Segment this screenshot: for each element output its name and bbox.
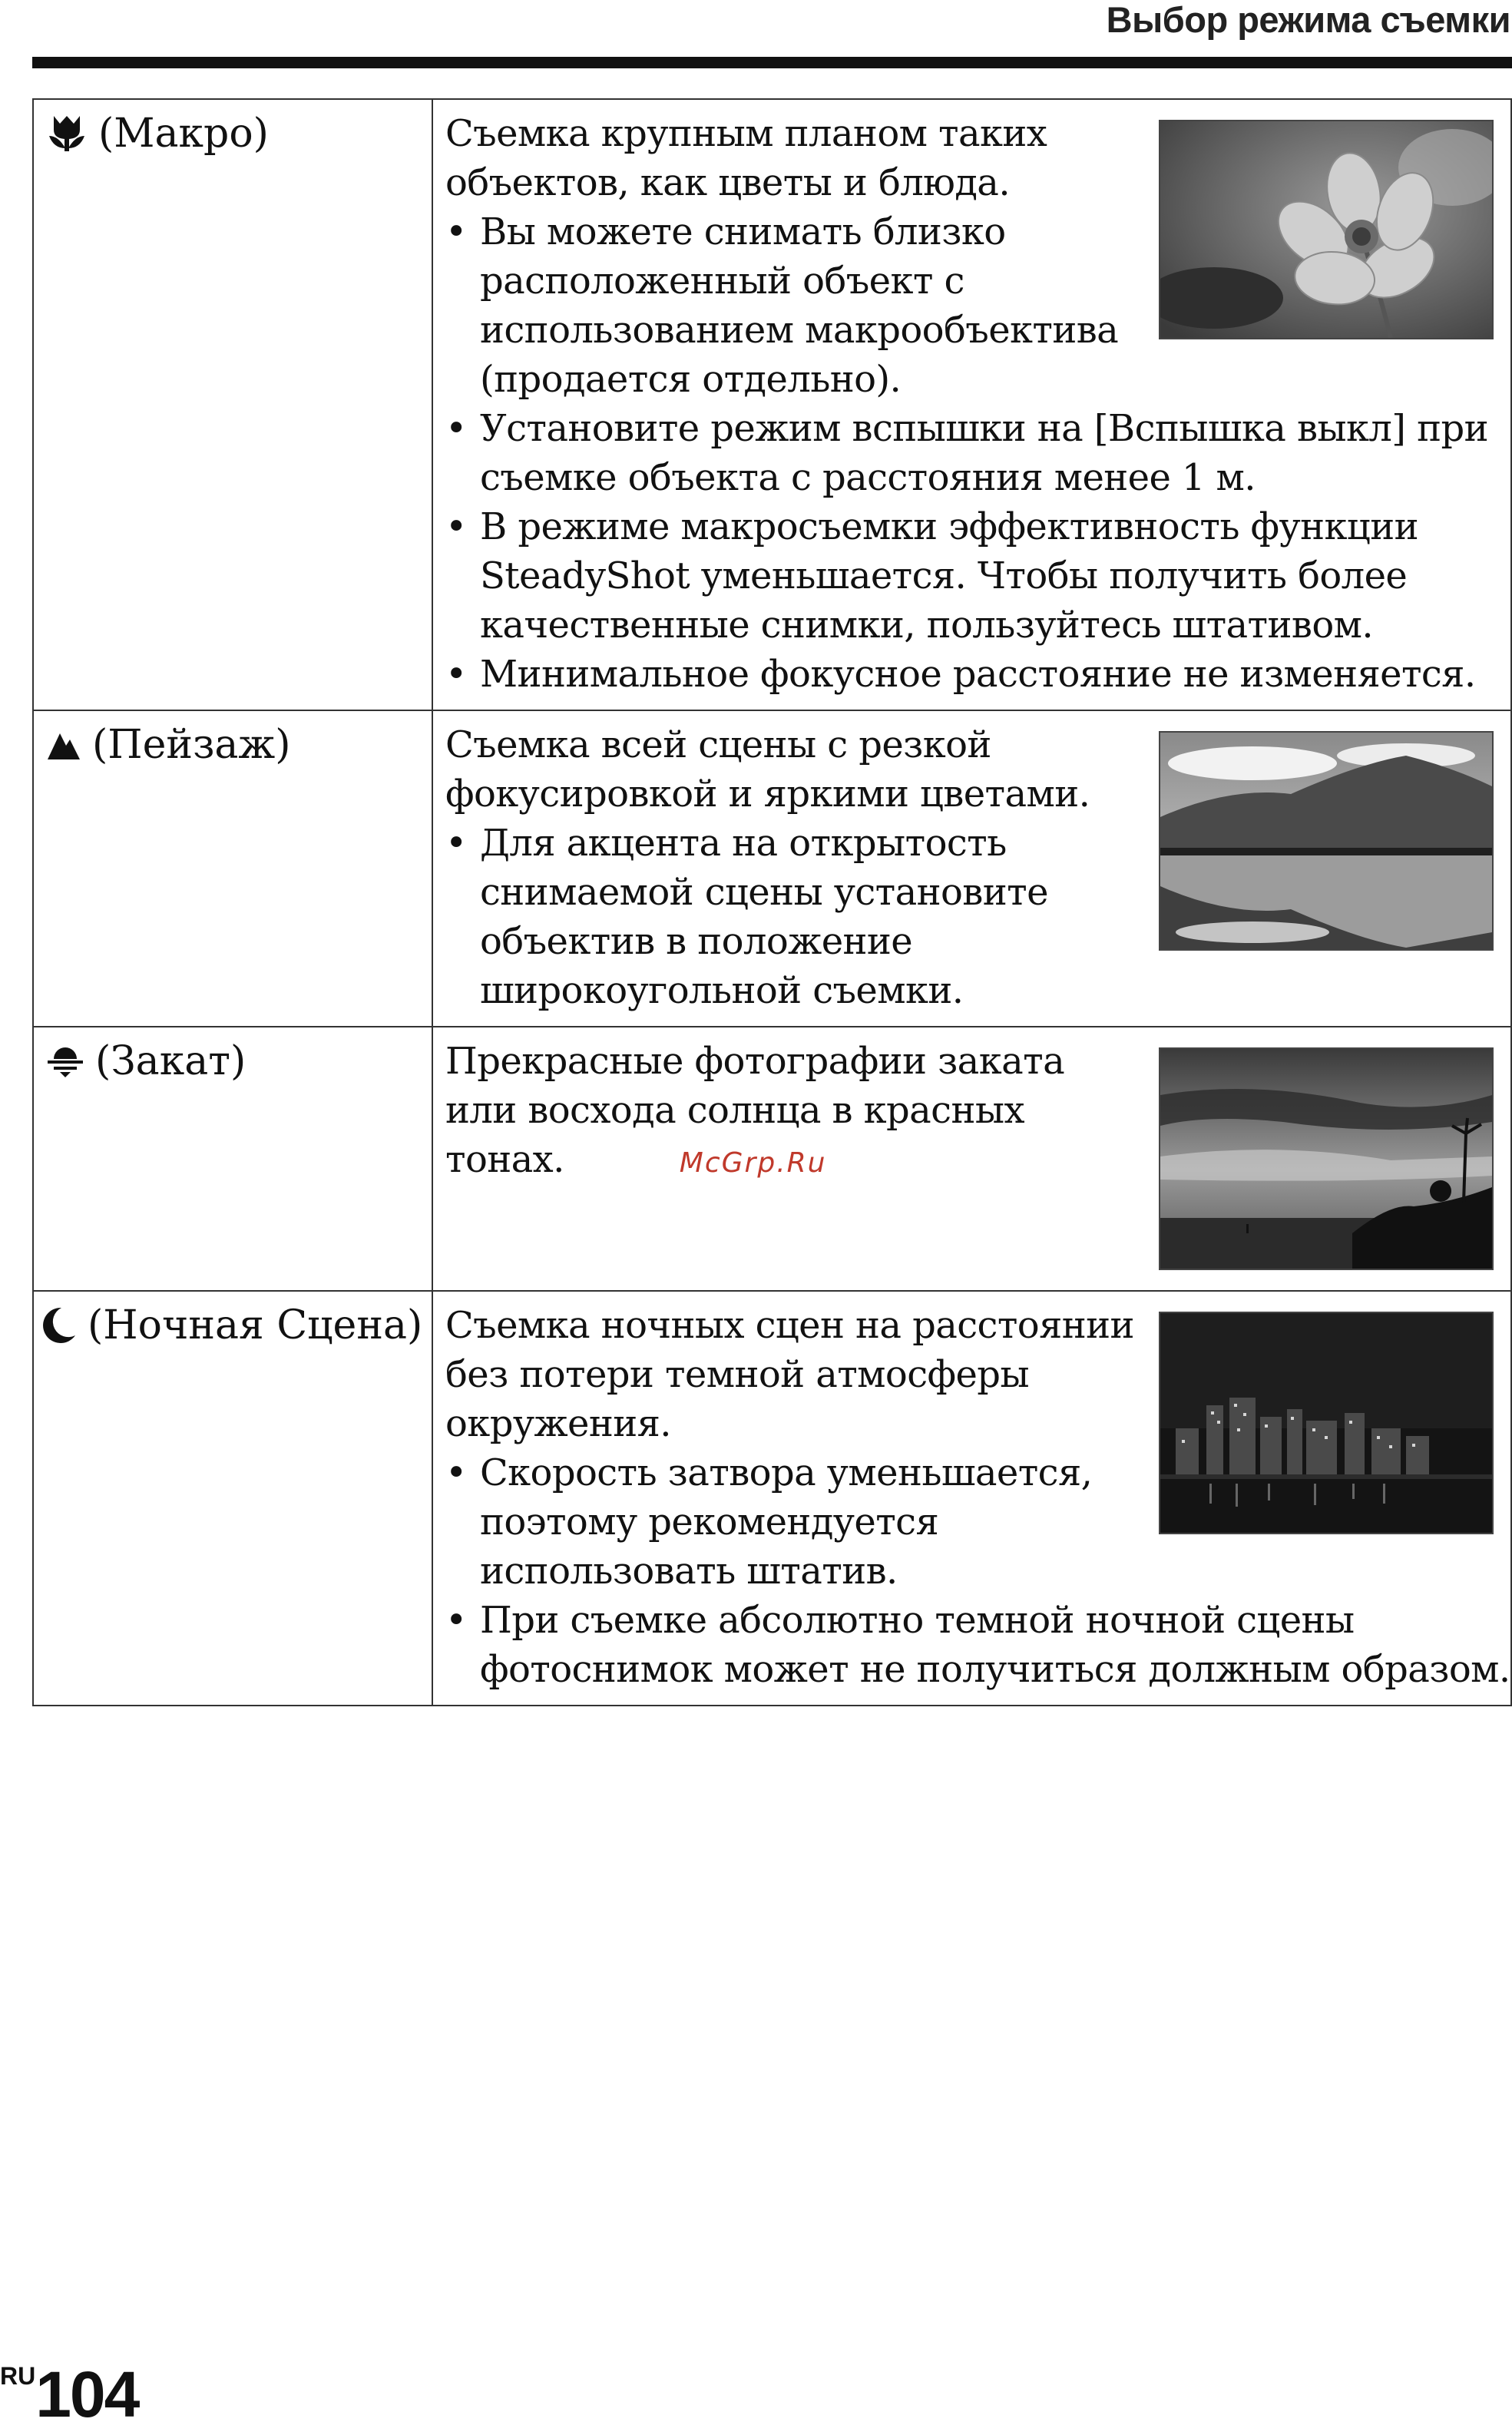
mode-name-cell	[33, 1291, 432, 1706]
header-rule	[32, 57, 1512, 68]
page-number	[0, 2358, 138, 2432]
list-item: • Минимальное фокусное расстояние не изменяется.	[445, 650, 1510, 699]
mode-name-cell	[33, 1027, 432, 1291]
mode-name: (Ночная Сцена)	[88, 1302, 423, 1348]
mode-description-cell	[432, 1291, 1511, 1706]
bullet-list	[445, 1448, 1510, 1694]
mode-description-cell	[432, 1027, 1511, 1291]
mode-description-cell	[432, 710, 1511, 1027]
table-row-macro	[33, 99, 1511, 710]
sunset-icon	[46, 1044, 84, 1079]
section-title: Выбор режима съемки	[1106, 0, 1510, 40]
bullet-list	[445, 207, 1510, 699]
night-moon-icon	[41, 1306, 77, 1345]
landscape-mountain-icon	[46, 727, 81, 763]
page-number-value: 104	[35, 2358, 139, 2430]
mode-intro: Съемка крупным планом таких объектов, как цветы и блюда.	[445, 112, 1047, 204]
mode-intro: Съемка всей сцены с резкой фокусировкой и яркими цветами.	[445, 723, 1090, 816]
list-item: • Для акцента на открытость снимаемой сцены установите объектив в положение широкоугольной съемки.	[445, 819, 1510, 1015]
list-item: • Вы можете снимать близко расположенный объект с использованием макрообъектива (продается отдельно).	[445, 207, 1510, 404]
mode-name: (Закат)	[95, 1038, 246, 1084]
watermark: McGrp.Ru	[679, 1147, 827, 1179]
table-row-sunset	[33, 1027, 1511, 1291]
list-item: • Скорость затвора уменьшается, поэтому рекомендуется использовать штатив.	[445, 1448, 1510, 1596]
bullet-list	[445, 819, 1510, 1015]
scene-mode-table	[32, 98, 1512, 1706]
list-item: • В режиме макросъемки эффективность функции SteadyShot уменьшается. Чтобы получить более качественные снимки, пользуйтесь штативом.	[445, 502, 1510, 650]
sunset-photo	[1159, 1047, 1494, 1270]
macro-tulip-icon	[46, 113, 88, 154]
mode-intro: Съемка ночных сцен на расстоянии без потери темной атмосферы окружения.	[445, 1304, 1134, 1445]
language-code: RU	[0, 2362, 36, 2390]
mode-name-cell	[33, 99, 432, 710]
mode-name-cell	[33, 710, 432, 1027]
table-row-night-scene	[33, 1291, 1511, 1706]
mode-description-cell	[432, 99, 1511, 710]
page-header	[0, 0, 1512, 71]
list-item: • При съемке абсолютно темной ночной сцены фотоснимок может не получиться должным образом.	[445, 1596, 1510, 1694]
mode-name: (Пейзаж)	[92, 722, 291, 768]
mode-intro-text: Прекрасные фотографии заката или восхода солнца в красных тонах.	[445, 1040, 1065, 1181]
mode-name: (Макро)	[98, 111, 269, 157]
table-row-landscape	[33, 710, 1511, 1027]
list-item: • Установите режим вспышки на [Вспышка выкл] при съемке объекта с расстояния менее 1 м.	[445, 404, 1510, 502]
